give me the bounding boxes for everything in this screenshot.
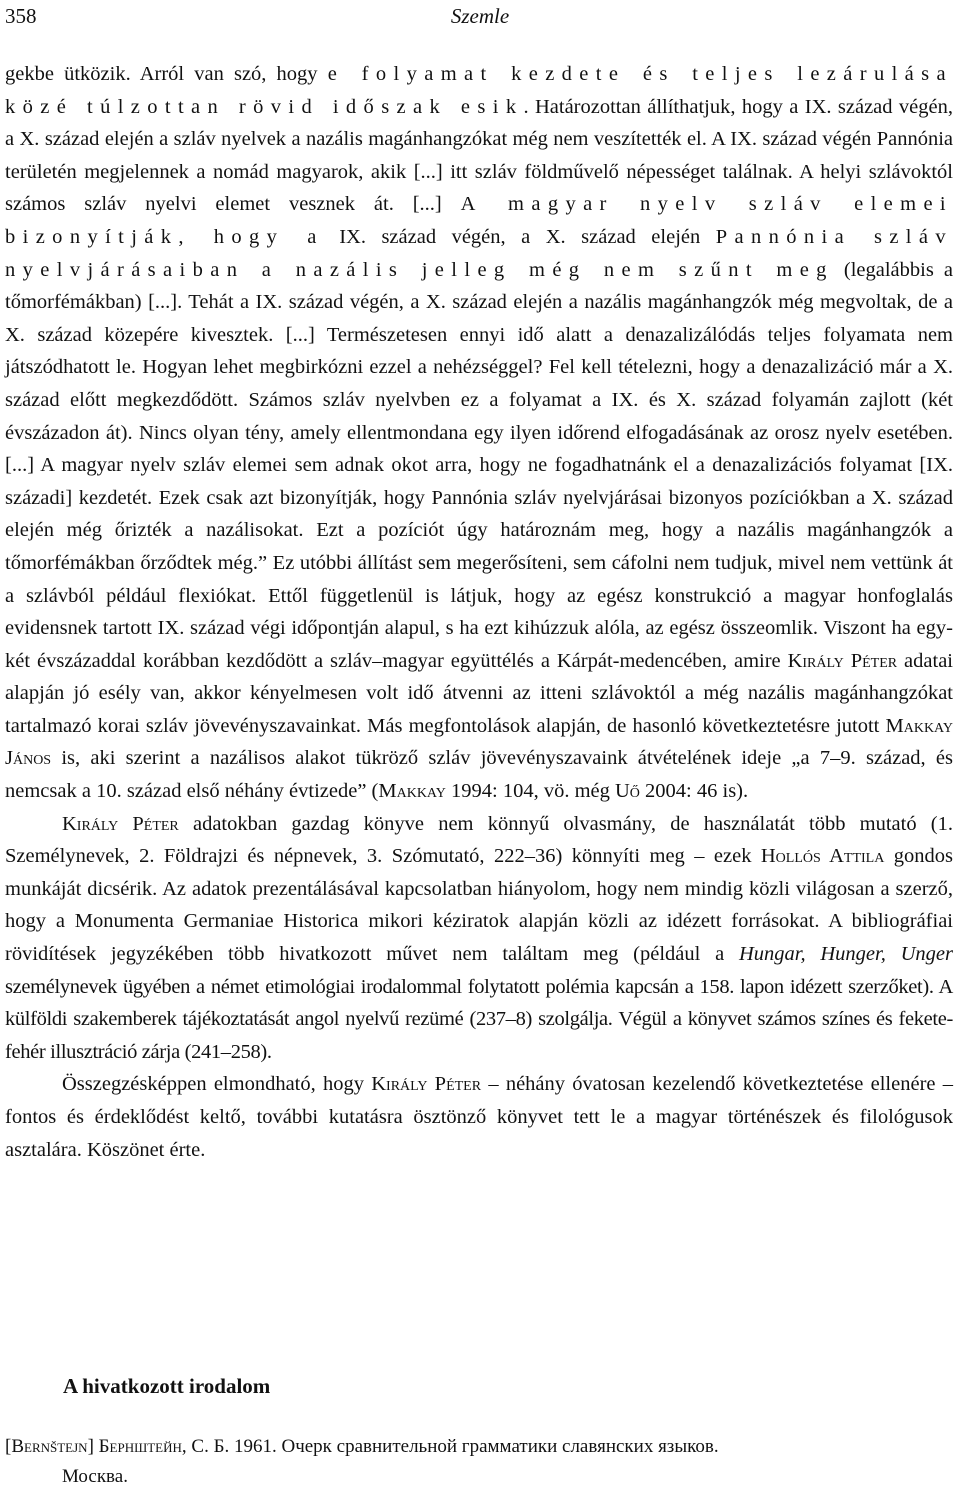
p3-text-2: – néhány óvatosan kezelendő következtetése ellenére – fontos és érdeklődést keltő, további kutatásra ösztönző könyvet tett le a magyar történészek és filológusok asztalára. Köszönet érte. <box>5 1073 953 1161</box>
paragraph-3 <box>5 1068 953 1166</box>
ref-title: , С. Б. 1961. Очерк сравнительной грамматики славянских языков. <box>181 1436 719 1457</box>
p1-spaced-emphasis-1: e folyamat kezdete és teljes lezárulása közé túlzottan rövid időszak esik <box>5 63 953 118</box>
author-name-kiraly-peter: Király Péter <box>787 649 898 672</box>
section-heading: A hivatkozott irodalom <box>63 1374 271 1398</box>
p1-text-6: (legalábbis a tőmorfémákban) [...]. Tehát a IX. század végén, a X. század elején a nazális magánhangzók még megvoltak, de a X. század közepére kivesztek. [...] Természetesen ennyi idő alatt a denazalizálódás teljes folyamata nem játszódhatott le. Hogyan lehet megbirkózni ezzel a nehézséggel? Fel kell tételezni, hogy a denazalizáció már a X. század előtt megkezdődött. Számos szláv nyelvben ez a folyamat a IX. és X. század folyamán zajlott (két évszázadon át). Nincs olyan tény, amely ellentmondana egy ilyen időrend elfogadásának az orosz nyelv esetében. [...] A magyar nyelv szláv elemei sem adnak okot arra, hogy ne fogadhatnánk el a denazalizációs folyamat [IX. századi] kezdetét. Ezek csak azt bizonyítják, hogy Pannónia szláv nyelvjárásai bizonyos pozíciókban a X. század elején még őrizték a nazálisokat. Ezt a pozíciót úgy határoznám meg, hogy a nazális magánhangzók a tőmorfémákban őrződtek még.” Ez utóbbi állítást sem megerősíteni, sem cáfolni nem tudjuk, mivel nem vettünk át a szlávból például flexiókat. Ettől függetlenül is látjuk, hogy az egész konstrukció a magyar honfoglalás evidensnek tartott IX. század végi időpontján alapul, s ha ezt kihúzzuk alóla, az egész összeomlik. Viszont ha egy-két évszázaddal korábban kezdődött a szláv–magyar együttélés a Kárpát-medencében, amire <box>5 258 954 672</box>
p1-text-2: . Határozottan állíthatjuk, hogy a IX. század végén, a X. század elején a szláv nyelvek a nazális magánhangzókat még nem veszítették el. A IX. század végén Pannónia területén megjelennek a nomád magyarok, akik [...] itt szláv földművelő népességet találnak. A helyi szlávoktól számos szláv nyelvi elemet vesznek át. [...] <box>5 95 953 216</box>
author-name-kiraly-peter: Király Péter <box>62 812 179 835</box>
journal-name: Szemle <box>450 4 510 28</box>
p1-text-12: 1994: 104, vö. még <box>445 780 615 803</box>
reference-line-1 <box>5 1432 953 1462</box>
author-name-makkay-janos: Makkay János <box>5 714 953 770</box>
p1-text-14: 2004: 46 is). <box>639 780 749 803</box>
p1-text-10: is, aki szerint a nazálisos alakot tükröző szláv jövevényszavaink átvételének ideje „a 7–9. század, és nemcsak a 10. század első néhány évtizede” ( <box>5 747 953 803</box>
p1-text-0: gekbe ütközik. Arról van szó, hogy <box>5 63 328 85</box>
p1-spaced-emphasis-2: A magyar nyelv szláv elemei bizonyítják, hogy a <box>5 193 953 248</box>
author-name-uo: Uő <box>615 780 640 803</box>
page-number: 358 <box>5 4 37 28</box>
paragraph-1 <box>5 58 953 808</box>
author-name-makkay: Makkay <box>378 780 446 803</box>
paragraph-2 <box>5 808 953 1069</box>
p1-spaced-emphasis-3: Pannónia szláv nyelvjárásaiban a nazális jelleg még nem szűnt meg <box>5 225 953 281</box>
ref-author-cyrillic: Бернштейн <box>98 1436 182 1457</box>
reference-line-2: Москва. <box>62 1466 128 1487</box>
p3-text-0: Összegzésképpen elmondható, hogy <box>62 1073 372 1096</box>
article-body <box>5 58 953 1166</box>
p2-text-3: gondos munkáját dicsérik. Az adatok prezentálásával kapcsolatban hiányolom, hogy nem mindig közli világosan a szerző, hogy a Monumenta Germaniae Historica mikori kéziratok alapján közli az idézett forrásokat. A bibliográfiai rövidítések jegyzékében több hivatkozott művet nem találtam meg (például a <box>5 845 953 966</box>
reference-entry <box>5 1432 953 1492</box>
p1-text-4: IX. század végén, a X. század elején <box>323 225 716 248</box>
italic-personal-names: Hungar, Hunger, Unger <box>738 943 953 966</box>
ref-bracket-close: ] <box>87 1436 99 1457</box>
ref-author-latin: Bernštejn <box>11 1436 88 1457</box>
p1-text-8: adatai alapján jó esély van, akkor kényelmesen volt idő átvenni az itteni szlávoktól a még nazális magánhangzókat tartalmazó korai szláv jövevényszavainkat. Más megfontolások alapján, de hasonló következtetésre jutott <box>5 649 953 737</box>
author-name-kiraly-peter: Király Péter <box>371 1073 482 1096</box>
page-header <box>0 0 960 34</box>
p2-text-5: személynevek ügyében a német etimológiai irodalommal folytatott polémia kapcsán a 158. lapon idézett szerzőket). A külföldi szakemberek tájékoztatását angol nyelvű rezümé (237–8) szolgálja. Végül a könyvet számos színes és fekete-fehér illusztráció zárja (241–258). <box>5 975 953 1063</box>
p2-text-1: adatokban gazdag könyve nem könnyű olvasmány, de használatát több mutató (1. Személynevek, 2. Földrajzi és népnevek, 3. Szómutató, 222–36) könnyíti meg – ezek <box>5 812 953 868</box>
author-name-hollos-attila: Hollós Attila <box>760 845 885 868</box>
ref-bracket-open: [ <box>5 1436 12 1457</box>
